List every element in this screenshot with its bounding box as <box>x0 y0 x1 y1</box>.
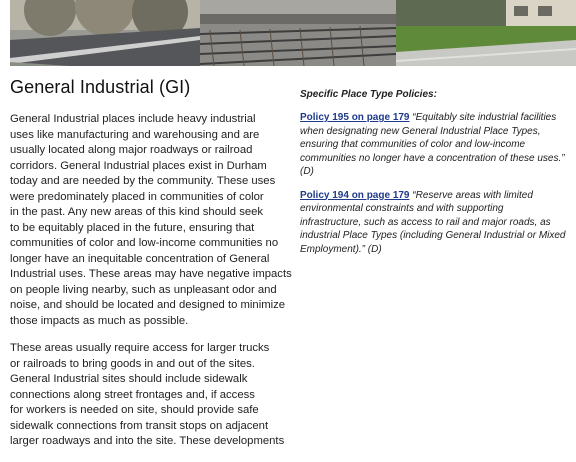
text-line: longer have an inequitable concentration of General <box>10 252 270 265</box>
text-line: sidewalk connections from transit stops on adjacent <box>10 419 269 432</box>
policy-line: infrastructure, such as access to rail and major roads, as <box>300 216 551 228</box>
text-line: were predominately placed in communities of color <box>10 190 264 203</box>
policy-text: “Reserve areas with limited <box>412 189 533 201</box>
policy-line: industrial Place Types (including General Industrial or Mixed <box>300 230 566 241</box>
policy-line: communities no longer have a concentration of these uses.” <box>300 152 565 164</box>
text-line: today and are needed by the community. These uses <box>10 175 276 187</box>
policy-line: environmental constraints and with supporting <box>300 203 504 214</box>
photo-strip <box>10 0 576 66</box>
railroad-photo <box>200 0 396 66</box>
policy-194-link[interactable]: Policy 194 on page 179 <box>300 189 410 201</box>
policy-195-link[interactable]: Policy 195 on page 179 <box>300 112 410 123</box>
text-line: communities of color and low-income communities no <box>10 237 279 249</box>
text-line: in the past. Any new areas of this kind should seek <box>10 206 264 218</box>
policy-text: “Equitably site industrial facilities <box>412 112 557 123</box>
text-line: on people living nearby, such as unpleasant odor and <box>10 283 277 296</box>
text-line: usually located along major roadways or railroad <box>10 144 253 156</box>
text-line: corridors. General Industrial places exist in Durham <box>10 159 267 172</box>
building-photo <box>396 0 576 66</box>
body-text-column <box>10 112 292 462</box>
text-line: noise, and should be located and designed to minimize <box>10 299 286 311</box>
text-line: for workers is needed on site, should provide safe <box>10 404 259 416</box>
text-line: uses like manufacturing and warehousing and are <box>10 128 260 141</box>
text-line: connections along street frontages and, if access <box>10 388 255 401</box>
policies-heading: Specific Place Type Policies: <box>300 89 437 100</box>
text-line: General Industrial places include heavy industrial <box>10 113 256 125</box>
roadway-photo <box>10 0 200 66</box>
policy-195 <box>300 111 576 179</box>
paragraph-intro <box>10 112 292 329</box>
text-line: those impacts as much as possible. <box>10 314 189 327</box>
text-line: larger roadways and into the site. These developments <box>10 435 285 447</box>
policy-line: (D) <box>300 166 314 177</box>
policy-line: Employment).” (D) <box>300 243 382 255</box>
text-line: or railroads to bring goods in and out of the sites. <box>10 357 255 370</box>
policy-line: ensuring that communities of color and low-income <box>300 139 526 150</box>
text-line: to be equitably placed in the future, ensuring that <box>10 221 255 234</box>
page-title: General Industrial (GI) <box>10 77 191 97</box>
policy-line <box>300 189 576 203</box>
policy-line: when designating new General Industrial Place Types, <box>300 125 541 137</box>
text-line: General Industrial sites should include sidewalk <box>10 373 248 385</box>
policies-column <box>300 88 576 266</box>
policy-line <box>300 111 576 125</box>
paragraph-access <box>10 341 292 450</box>
text-line: Industrial uses. These areas may have negative impacts <box>10 268 292 280</box>
text-line: These areas usually require access for larger trucks <box>10 342 270 354</box>
policy-194 <box>300 189 576 257</box>
